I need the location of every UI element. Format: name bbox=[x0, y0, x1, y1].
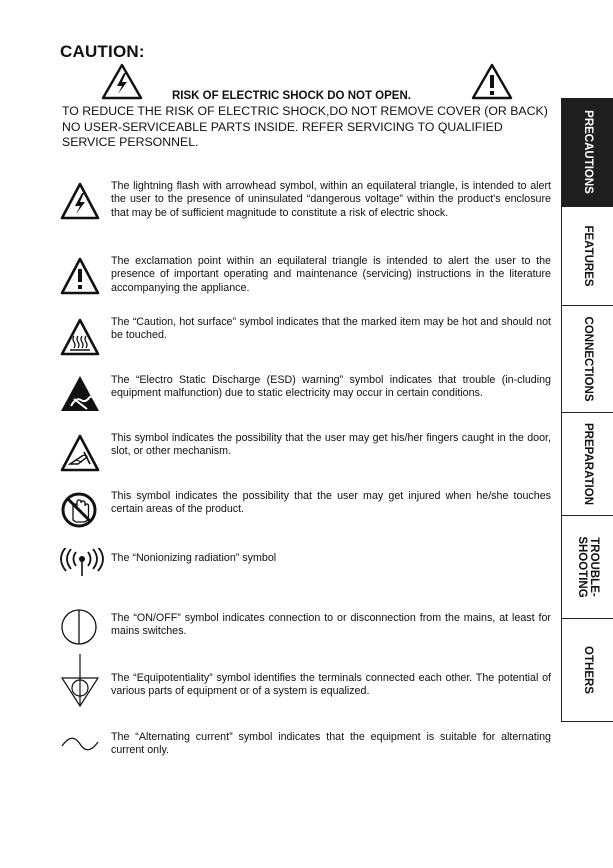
nonionizing-radiation-icon bbox=[60, 548, 104, 592]
symbol-description: The “Electro Static Discharge (ESD) warning” symbol indicates that trouble (in-cluding equipment malfunction) due to static electricity may occur in certain conditions. bbox=[111, 374, 551, 400]
hot-surface-icon bbox=[60, 316, 104, 360]
tab-precautions[interactable] bbox=[562, 98, 613, 207]
symbol-row bbox=[60, 180, 552, 236]
symbol-row bbox=[60, 607, 552, 663]
no-touch-icon bbox=[60, 490, 104, 534]
risk-banner bbox=[100, 62, 520, 102]
symbol-description: The lightning flash with arrowhead symbol, within an equilateral triangle, is intended to alert the user to the presence of uninsulated “dangerous voltage” within the product's enclosure that may be of sufficient magnitude to constitute a risk of electric shock. bbox=[111, 180, 551, 219]
tab-features[interactable] bbox=[562, 207, 613, 306]
symbol-row bbox=[60, 548, 552, 604]
symbol-description: This symbol indicates the possibility that the user may get his/her fingers caught in the door, slot, or other mechanism. bbox=[111, 432, 551, 458]
on-off-icon bbox=[60, 607, 104, 651]
symbol-row bbox=[60, 255, 552, 311]
equipotentiality-icon bbox=[60, 654, 104, 710]
symbol-description: The “ON/OFF” symbol indicates connection to or disconnection from the mains, at least for mains switches. bbox=[111, 612, 551, 638]
tab-label: TROUBLE- SHOOTING bbox=[576, 536, 600, 598]
symbol-row bbox=[60, 316, 552, 372]
symbol-description: The “Equipotentiality” symbol identifies the terminals connected each other. The potential of various parts of equipment or of a system is equalized. bbox=[111, 672, 551, 698]
tab-troubleshooting[interactable] bbox=[562, 516, 613, 619]
intro-line: NO USER-SERVICEABLE PARTS INSIDE. REFER SERVICING TO QUALIFIED SERVICE PERSONNEL. bbox=[62, 119, 503, 150]
tab-label: PREPARATION bbox=[582, 423, 594, 505]
symbol-description: The “Nonionizing radiation” symbol bbox=[111, 552, 277, 564]
symbol-row bbox=[60, 728, 552, 784]
finger-pinch-icon bbox=[60, 432, 104, 476]
tab-label: OTHERS bbox=[582, 646, 594, 694]
symbol-row bbox=[60, 490, 552, 546]
symbol-description: The exclamation point within an equilateral triangle is intended to alert the user to the presence of important operating and maintenance (servicing) instructions in the literature accompanying the appliance. bbox=[111, 255, 551, 294]
intro-line: TO REDUCE THE RISK OF ELECTRIC SHOCK,DO NOT REMOVE COVER (OR BACK) bbox=[62, 104, 548, 118]
lightning-triangle-icon bbox=[60, 180, 104, 224]
exclamation-warning-icon bbox=[470, 62, 514, 107]
lightning-warning-icon bbox=[100, 62, 144, 107]
exclamation-triangle-icon bbox=[60, 255, 104, 299]
caution-title: CAUTION: bbox=[60, 42, 145, 61]
symbol-row bbox=[60, 374, 552, 430]
risk-text: RISK OF ELECTRIC SHOCK DO NOT OPEN. bbox=[172, 90, 411, 102]
tab-connections[interactable] bbox=[562, 306, 613, 413]
symbol-description: The “Alternating current” symbol indicates that the equipment is suitable for alternating current only. bbox=[111, 731, 551, 757]
symbol-row bbox=[60, 432, 552, 488]
alternating-current-icon bbox=[60, 728, 104, 772]
tab-label: CONNECTIONS bbox=[582, 316, 594, 402]
tab-label: FEATURES bbox=[582, 225, 594, 287]
tab-label: PRECAUTIONS bbox=[582, 110, 594, 194]
tab-preparation[interactable] bbox=[562, 413, 613, 516]
symbol-description: This symbol indicates the possibility that the user may get injured when he/she touches certain areas of the product. bbox=[111, 490, 551, 516]
esd-warning-icon bbox=[60, 374, 104, 418]
symbol-description: The “Caution, hot surface” symbol indicates that the marked item may be hot and should not be touched. bbox=[111, 316, 551, 342]
symbol-row bbox=[60, 656, 552, 712]
caution-intro bbox=[62, 104, 552, 151]
section-tabs bbox=[561, 98, 613, 722]
tab-others[interactable] bbox=[562, 619, 613, 722]
